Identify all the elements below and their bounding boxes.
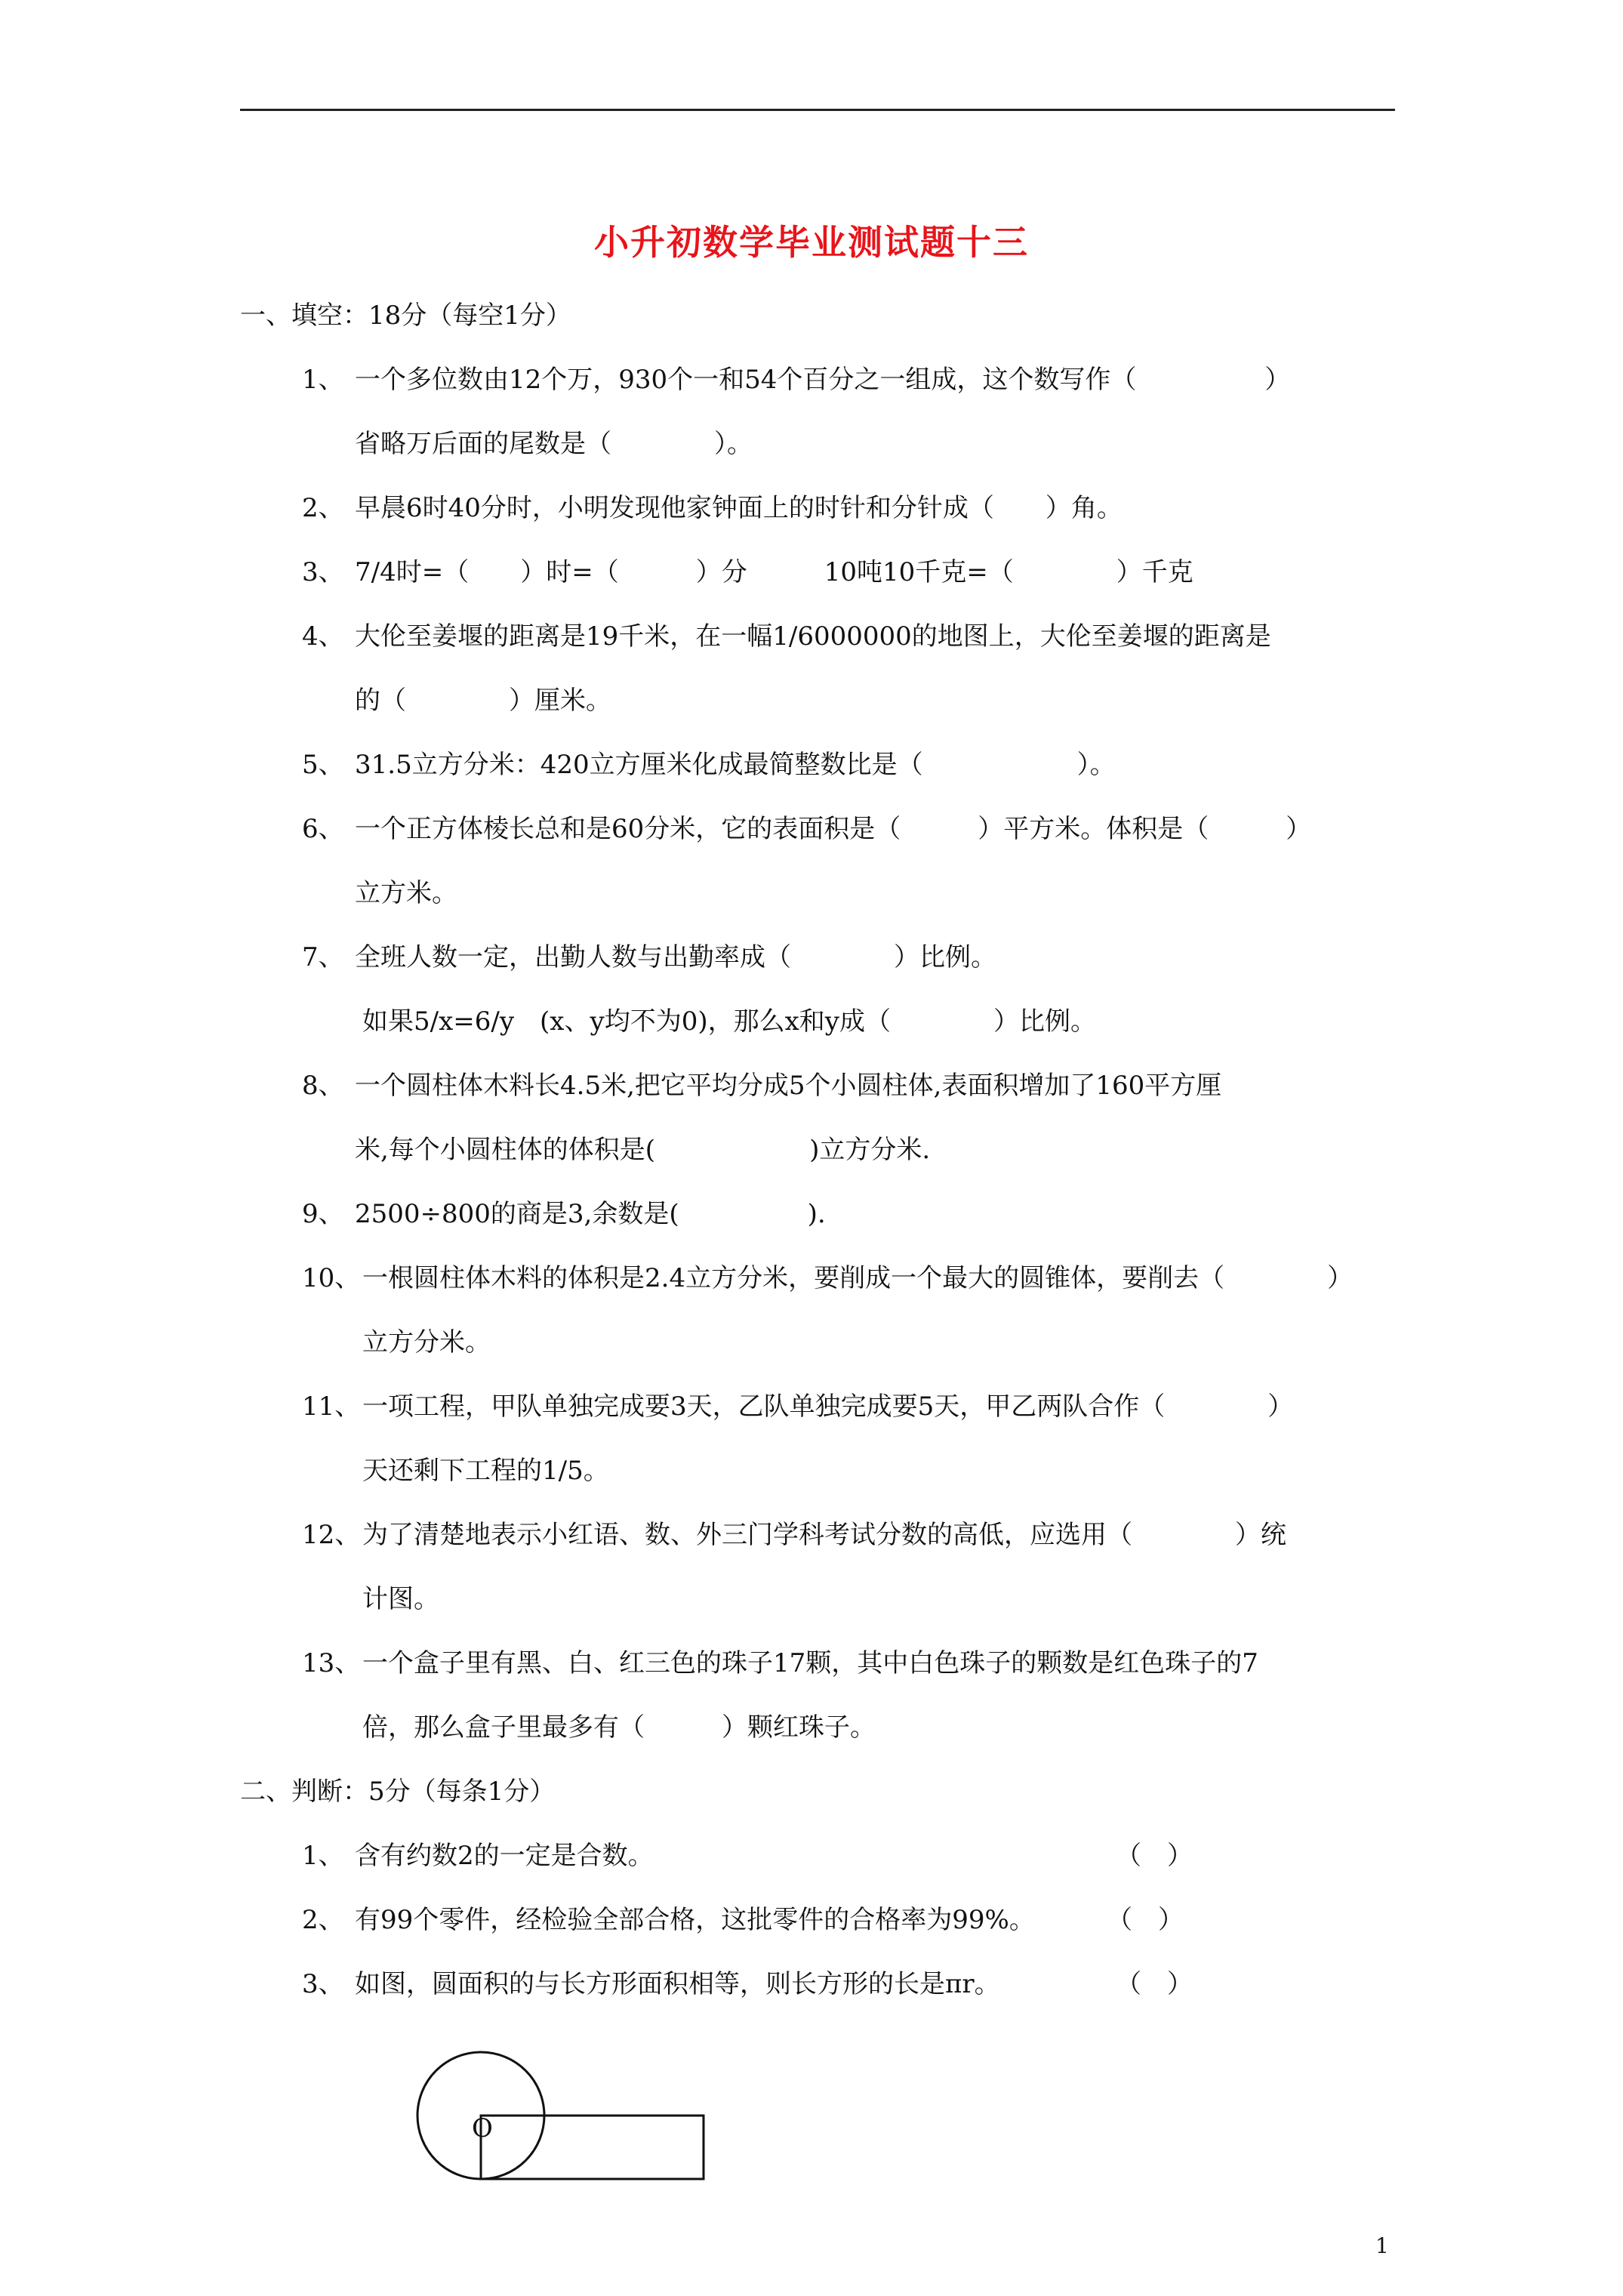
question-number: 12、: [302, 1520, 361, 1550]
question-text-continued: 立方米。: [355, 878, 457, 908]
question-text: 一项工程，甲队单独完成要3天，乙队单独完成要5天，甲乙两队合作（ ）: [362, 1391, 1294, 1422]
question-number: 6、: [302, 814, 344, 844]
question-text: 如图，圆面积的与长方形面积相等，则长方形的长是πr。: [355, 1969, 1000, 1999]
section-heading-fill: 一、填空：18分（每空1分）: [240, 300, 571, 331]
figure-center-label: O: [472, 2113, 493, 2143]
header-rule: [240, 109, 1395, 111]
question-text-continued: 立方分米。: [362, 1327, 491, 1358]
question-text: 全班人数一定，出勤人数与出勤率成（ ）比例。: [355, 942, 996, 972]
question-number: 13、: [302, 1648, 361, 1678]
question-text-continued: 的（ ）厘米。: [355, 686, 611, 716]
question-text-continued: 计图。: [362, 1584, 439, 1614]
question-number: 8、: [302, 1071, 344, 1101]
question-text-continued: 如果5/x=6/y (x、y均不为0)，那么x和y成（ ）比例。: [362, 1006, 1096, 1037]
question-text: 含有约数2的一定是合数。: [355, 1841, 654, 1871]
question-text: 一个多位数由12个万，930个一和54个百分之一组成，这个数写作（ ）: [355, 365, 1291, 395]
section-heading-judge: 二、判断：5分（每条1分）: [240, 1777, 556, 1807]
question-text: 31.5立方分米：420立方厘米化成最简整数比是（ ）。: [355, 750, 1116, 780]
question-text: 一个盒子里有黑、白、红三色的珠子17颗，其中白色珠子的颗数是红色珠子的7: [362, 1648, 1258, 1678]
question-number: 3、: [302, 557, 344, 587]
answer-blank: （ ）: [1116, 1841, 1193, 1871]
question-text-continued: 倍，那么盒子里最多有（ ）颗红珠子。: [362, 1712, 876, 1743]
question-text: 大伦至姜堰的距离是19千米，在一幅1/6000000的地图上，大伦至姜堰的距离是: [355, 621, 1271, 652]
question-number: 9、: [302, 1199, 344, 1229]
question-text: 2500÷800的商是3,余数是( ).: [355, 1199, 826, 1229]
question-text: 早晨6时40分时，小明发现他家钟面上的时针和分针成（ ）角。: [355, 493, 1123, 523]
question-number: 10、: [302, 1263, 361, 1293]
figure-drawing: [415, 2046, 717, 2190]
question-text-continued: 米,每个小圆柱体的体积是( )立方分米.: [355, 1135, 931, 1165]
question-text: 为了清楚地表示小红语、数、外三门学科考试分数的高低，应选用（ ）统: [362, 1520, 1286, 1550]
question-number: 3、: [302, 1969, 344, 1999]
question-text: 一个圆柱体木料长4.5米,把它平均分成5个小圆柱体,表面积增加了160平方厘: [355, 1071, 1222, 1101]
question-number: 7、: [302, 942, 344, 972]
question-number: 2、: [302, 1905, 344, 1935]
question-text: 一根圆柱体木料的体积是2.4立方分米，要削成一个最大的圆锥体，要削去（ ）: [362, 1263, 1354, 1293]
question-text: 有99个零件，经检验全部合格，这批零件的合格率为99%。: [355, 1905, 1035, 1935]
circle-rectangle-figure: [415, 2046, 717, 2193]
question-text: 7/4时=（ ）时=（ ）分 10吨10千克=（ ）千克: [355, 557, 1193, 587]
answer-blank: （ ）: [1107, 1905, 1184, 1935]
question-number: 11、: [302, 1391, 361, 1422]
question-text-continued: 天还剩下工程的1/5。: [362, 1456, 609, 1486]
question-number: 1、: [302, 1841, 344, 1871]
question-number: 4、: [302, 621, 344, 652]
answer-blank: （ ）: [1116, 1969, 1193, 1999]
question-text-continued: 省略万后面的尾数是（ ）。: [355, 429, 753, 459]
question-number: 5、: [302, 750, 344, 780]
question-number: 2、: [302, 493, 344, 523]
page-title: 小升初数学毕业测试题十三: [594, 222, 1029, 263]
question-text: 一个正方体棱长总和是60分米，它的表面积是（ ）平方米。体积是（ ）: [355, 814, 1312, 844]
page-number: 1: [1375, 2233, 1389, 2258]
question-number: 1、: [302, 365, 344, 395]
